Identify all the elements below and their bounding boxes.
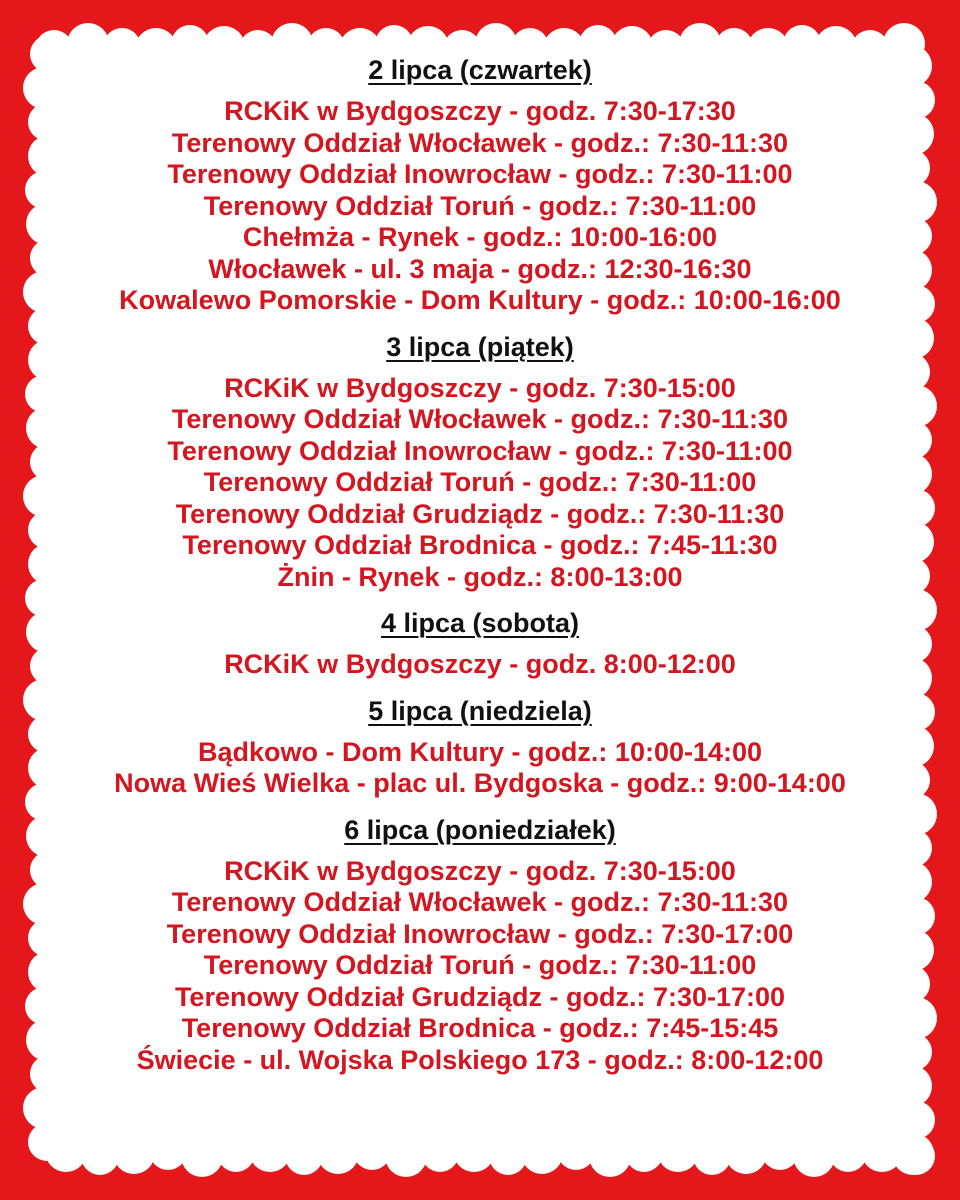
- entry-list: [44, 856, 916, 1077]
- schedule-entry: Terenowy Oddział Inowrocław - godz.: 7:30-11:00: [167, 159, 793, 189]
- entry-list: [44, 96, 916, 317]
- schedule-card: [44, 52, 916, 1152]
- schedule-entry: Terenowy Oddział Inowrocław - godz.: 7:30-11:00: [167, 435, 793, 466]
- schedule-entry: Terenowy Oddział Toruń - godz.: 7:30-11:00: [203, 467, 757, 497]
- schedule-entry: Terenowy Oddział Toruń - godz.: 7:30-11:00: [203, 950, 757, 980]
- day-heading: 5 lipca (niedziela): [368, 695, 592, 726]
- schedule-entry: Kowalewo Pomorskie - Dom Kultury - godz.: 10:00-16:00: [119, 285, 841, 315]
- schedule-entry: Terenowy Oddział Grudziądz - godz.: 7:30-11:30: [175, 498, 785, 529]
- schedule-entry: RCKiK w Bydgoszczy - godz. 8:00-12:00: [224, 649, 736, 679]
- schedule-entry: Terenowy Oddział Brodnica - godz.: 7:45-11:30: [182, 530, 778, 560]
- schedule-list: [44, 52, 916, 1076]
- day-section: [44, 605, 916, 681]
- day-section: [44, 52, 916, 317]
- schedule-entry: Terenowy Oddział Toruń - godz.: 7:30-11:00: [203, 190, 757, 221]
- schedule-entry: Terenowy Oddział Włocławek - godz.: 7:30-11:30: [171, 887, 789, 917]
- entry-list: [44, 649, 916, 681]
- day-heading: 2 lipca (czwartek): [368, 55, 592, 85]
- day-section: [44, 693, 916, 800]
- schedule-entry: Terenowy Oddział Inowrocław - godz.: 7:30-17:00: [166, 918, 794, 949]
- schedule-entry: Terenowy Oddział Brodnica - godz.: 7:45-15:45: [181, 1013, 779, 1043]
- schedule-entry: RCKiK w Bydgoszczy - godz. 7:30-15:00: [224, 372, 736, 403]
- day-section: [44, 329, 916, 594]
- schedule-entry: Chełmża - Rynek - godz.: 10:00-16:00: [242, 222, 718, 252]
- schedule-entry: Świecie - ul. Wojska Polskiego 173 - godz.: 8:00-12:00: [136, 1044, 824, 1075]
- day-section: [44, 812, 916, 1077]
- day-heading: 4 lipca (sobota): [380, 608, 580, 638]
- schedule-entry: Terenowy Oddział Włocławek - godz.: 7:30-11:30: [171, 404, 789, 434]
- schedule-entry: Terenowy Oddział Włocławek - godz.: 7:30-11:30: [171, 127, 789, 158]
- schedule-entry: Żnin - Rynek - godz.: 8:00-13:00: [277, 561, 683, 592]
- schedule-entry: RCKiK w Bydgoszczy - godz. 7:30-15:00: [224, 855, 736, 886]
- day-heading: 6 lipca (poniedziałek): [344, 814, 616, 845]
- schedule-entry: Bądkowo - Dom Kultury - godz.: 10:00-14:00: [197, 736, 763, 767]
- schedule-entry: Terenowy Oddział Grudziądz - godz.: 7:30-17:00: [174, 981, 786, 1012]
- entry-list: [44, 737, 916, 800]
- entry-list: [44, 373, 916, 594]
- schedule-entry: RCKiK w Bydgoszczy - godz. 7:30-17:30: [224, 96, 736, 126]
- schedule-entry: Włocławek - ul. 3 maja - godz.: 12:30-16:30: [208, 253, 752, 284]
- day-heading: 3 lipca (piątek): [386, 331, 574, 362]
- schedule-entry: Nowa Wieś Wielka - plac ul. Bydgoska - godz.: 9:00-14:00: [114, 768, 846, 798]
